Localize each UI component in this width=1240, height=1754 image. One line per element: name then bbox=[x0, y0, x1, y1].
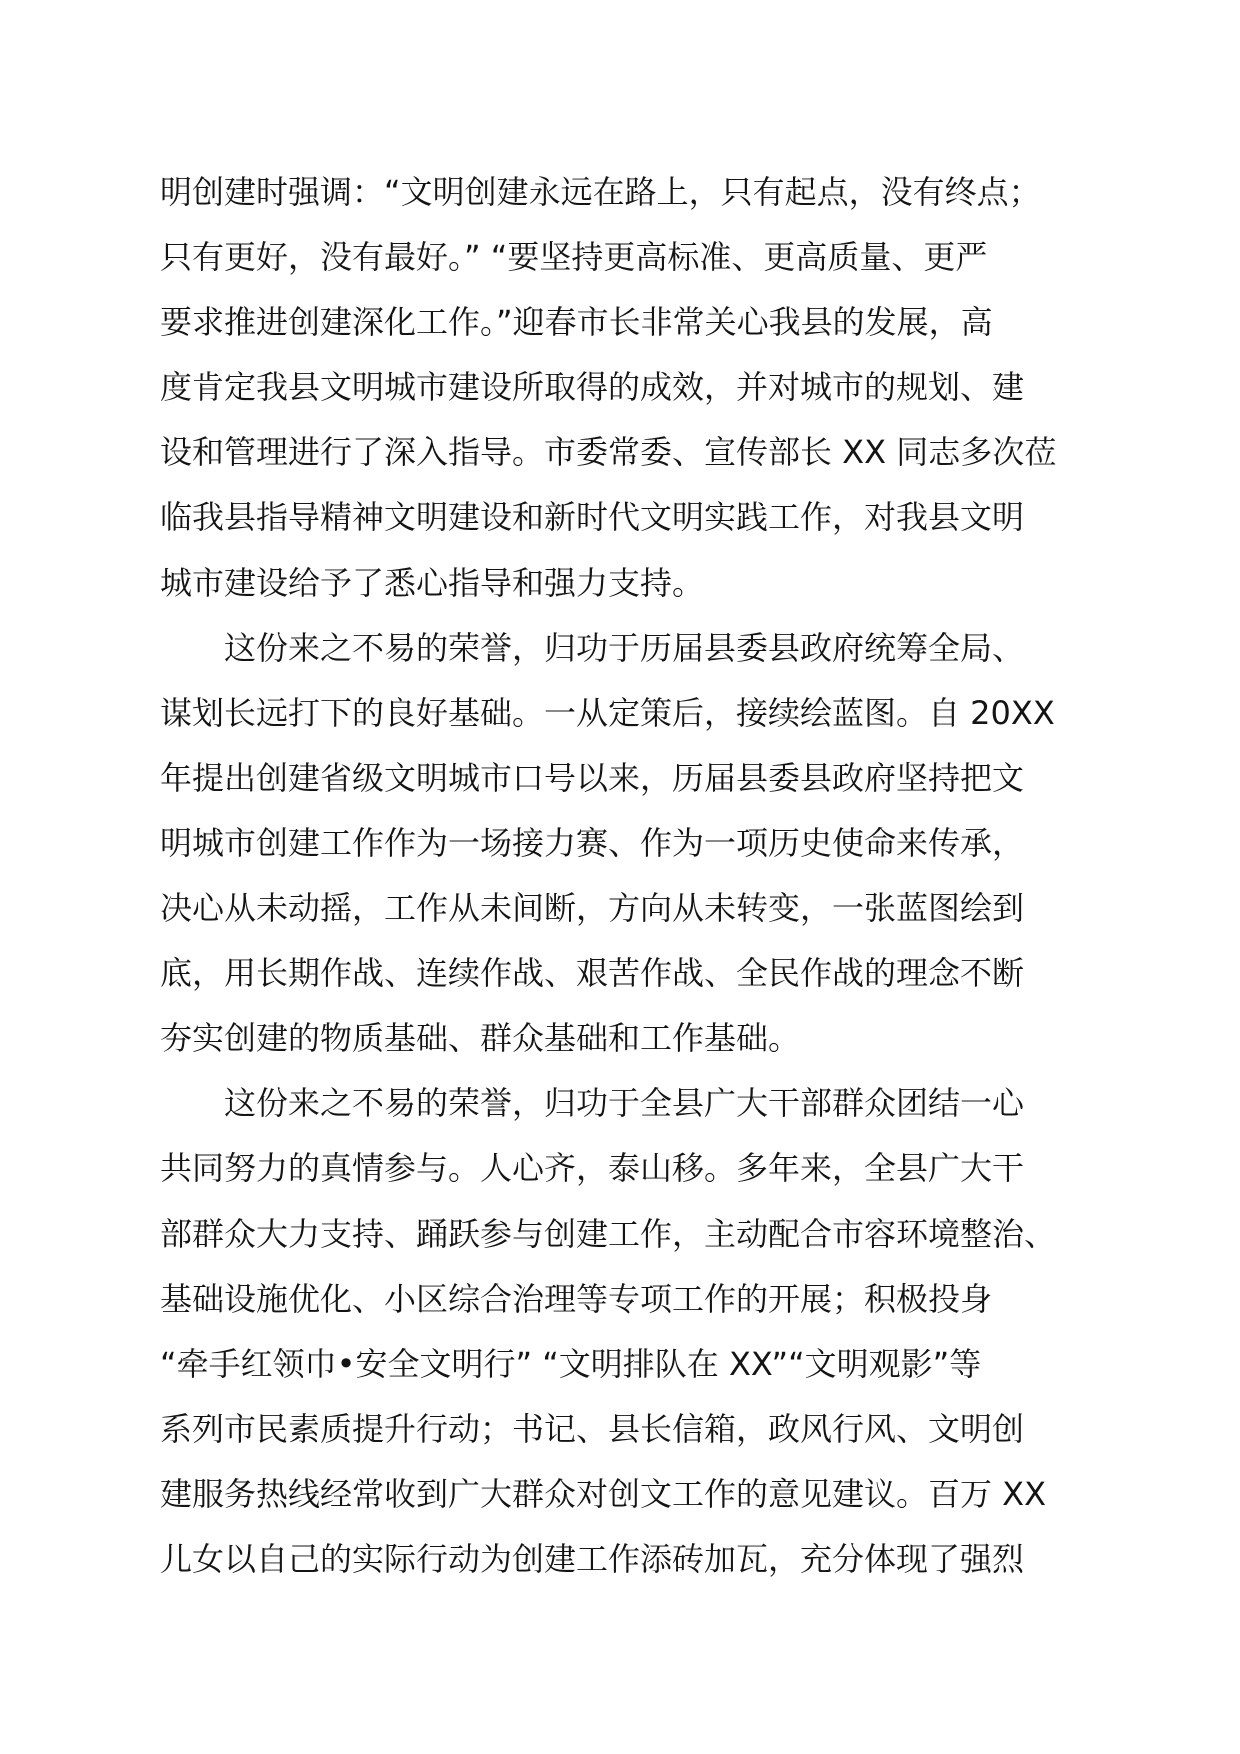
text-line: 设和管理进行了深入指导。市委常委、宣传部长 XX 同志多次莅 bbox=[160, 433, 1057, 472]
paragraph-1 bbox=[160, 160, 1120, 616]
text-line: 明城市创建工作作为一场接力赛、作为一项历史使命来传承， bbox=[160, 823, 1025, 862]
text-line: 部群众大力支持、踊跃参与创建工作，主动配合市容环境整治、 bbox=[160, 1214, 1057, 1253]
text-line: 城市建设给予了悉心指导和强力支持。 bbox=[160, 563, 705, 602]
text-line: 明创建时强调：“文明创建永远在路上，只有起点，没有终点； bbox=[160, 173, 1041, 211]
text-line: 共同努力的真情参与。人心齐，泰山移。多年来，全县广大干 bbox=[160, 1149, 1025, 1188]
text-line: 度肯定我县文明城市建设所取得的成效，并对城市的规划、建 bbox=[160, 368, 1025, 407]
text-line-first: 这份来之不易的荣誉，归功于全县广大干部群众团结一心 bbox=[224, 1084, 1025, 1123]
paragraph-3 bbox=[160, 1071, 1120, 1592]
text-line: 儿女以自己的实际行动为创建工作添砖加瓦，充分体现了强烈 bbox=[160, 1539, 1025, 1578]
document-body bbox=[160, 160, 1120, 1592]
text-line: 决心从未动摇，工作从未间断，方向从未转变，一张蓝图绘到 bbox=[160, 889, 1025, 928]
paragraph-2 bbox=[160, 616, 1120, 1072]
text-line: 年提出创建省级文明城市口号以来，历届县委县政府坚持把文 bbox=[160, 758, 1025, 797]
text-line: 要求推进创建深化工作。”迎春市长非常关心我县的发展，高 bbox=[160, 303, 993, 342]
text-line: 建服务热线经常收到广大群众对创文工作的意见建议。百万 XX bbox=[160, 1474, 1047, 1513]
text-line: 系列市民素质提升行动；书记、县长信箱，政风行风、文明创 bbox=[160, 1409, 1025, 1448]
text-line: 临我县指导精神文明建设和新时代文明实践工作，对我县文明 bbox=[160, 498, 1025, 537]
text-line: 只有更好，没有最好。” “要坚持更高标准、更高质量、更严 bbox=[160, 238, 988, 277]
text-line: 底，用长期作战、连续作战、艰苦作战、全民作战的理念不断 bbox=[160, 954, 1025, 993]
text-line: 夯实创建的物质基础、群众基础和工作基础。 bbox=[160, 1019, 801, 1058]
text-line-first: 这份来之不易的荣誉，归功于历届县委县政府统筹全局、 bbox=[224, 628, 1025, 667]
text-line: 基础设施优化、小区综合治理等专项工作的开展；积极投身 bbox=[160, 1279, 993, 1318]
text-line: 谋划长远打下的良好基础。一从定策后，接续绘蓝图。自 20XX bbox=[160, 693, 1055, 732]
text-line: “牵手红领巾•安全文明行” “文明排队在 XX”“文明观影”等 bbox=[160, 1344, 982, 1383]
